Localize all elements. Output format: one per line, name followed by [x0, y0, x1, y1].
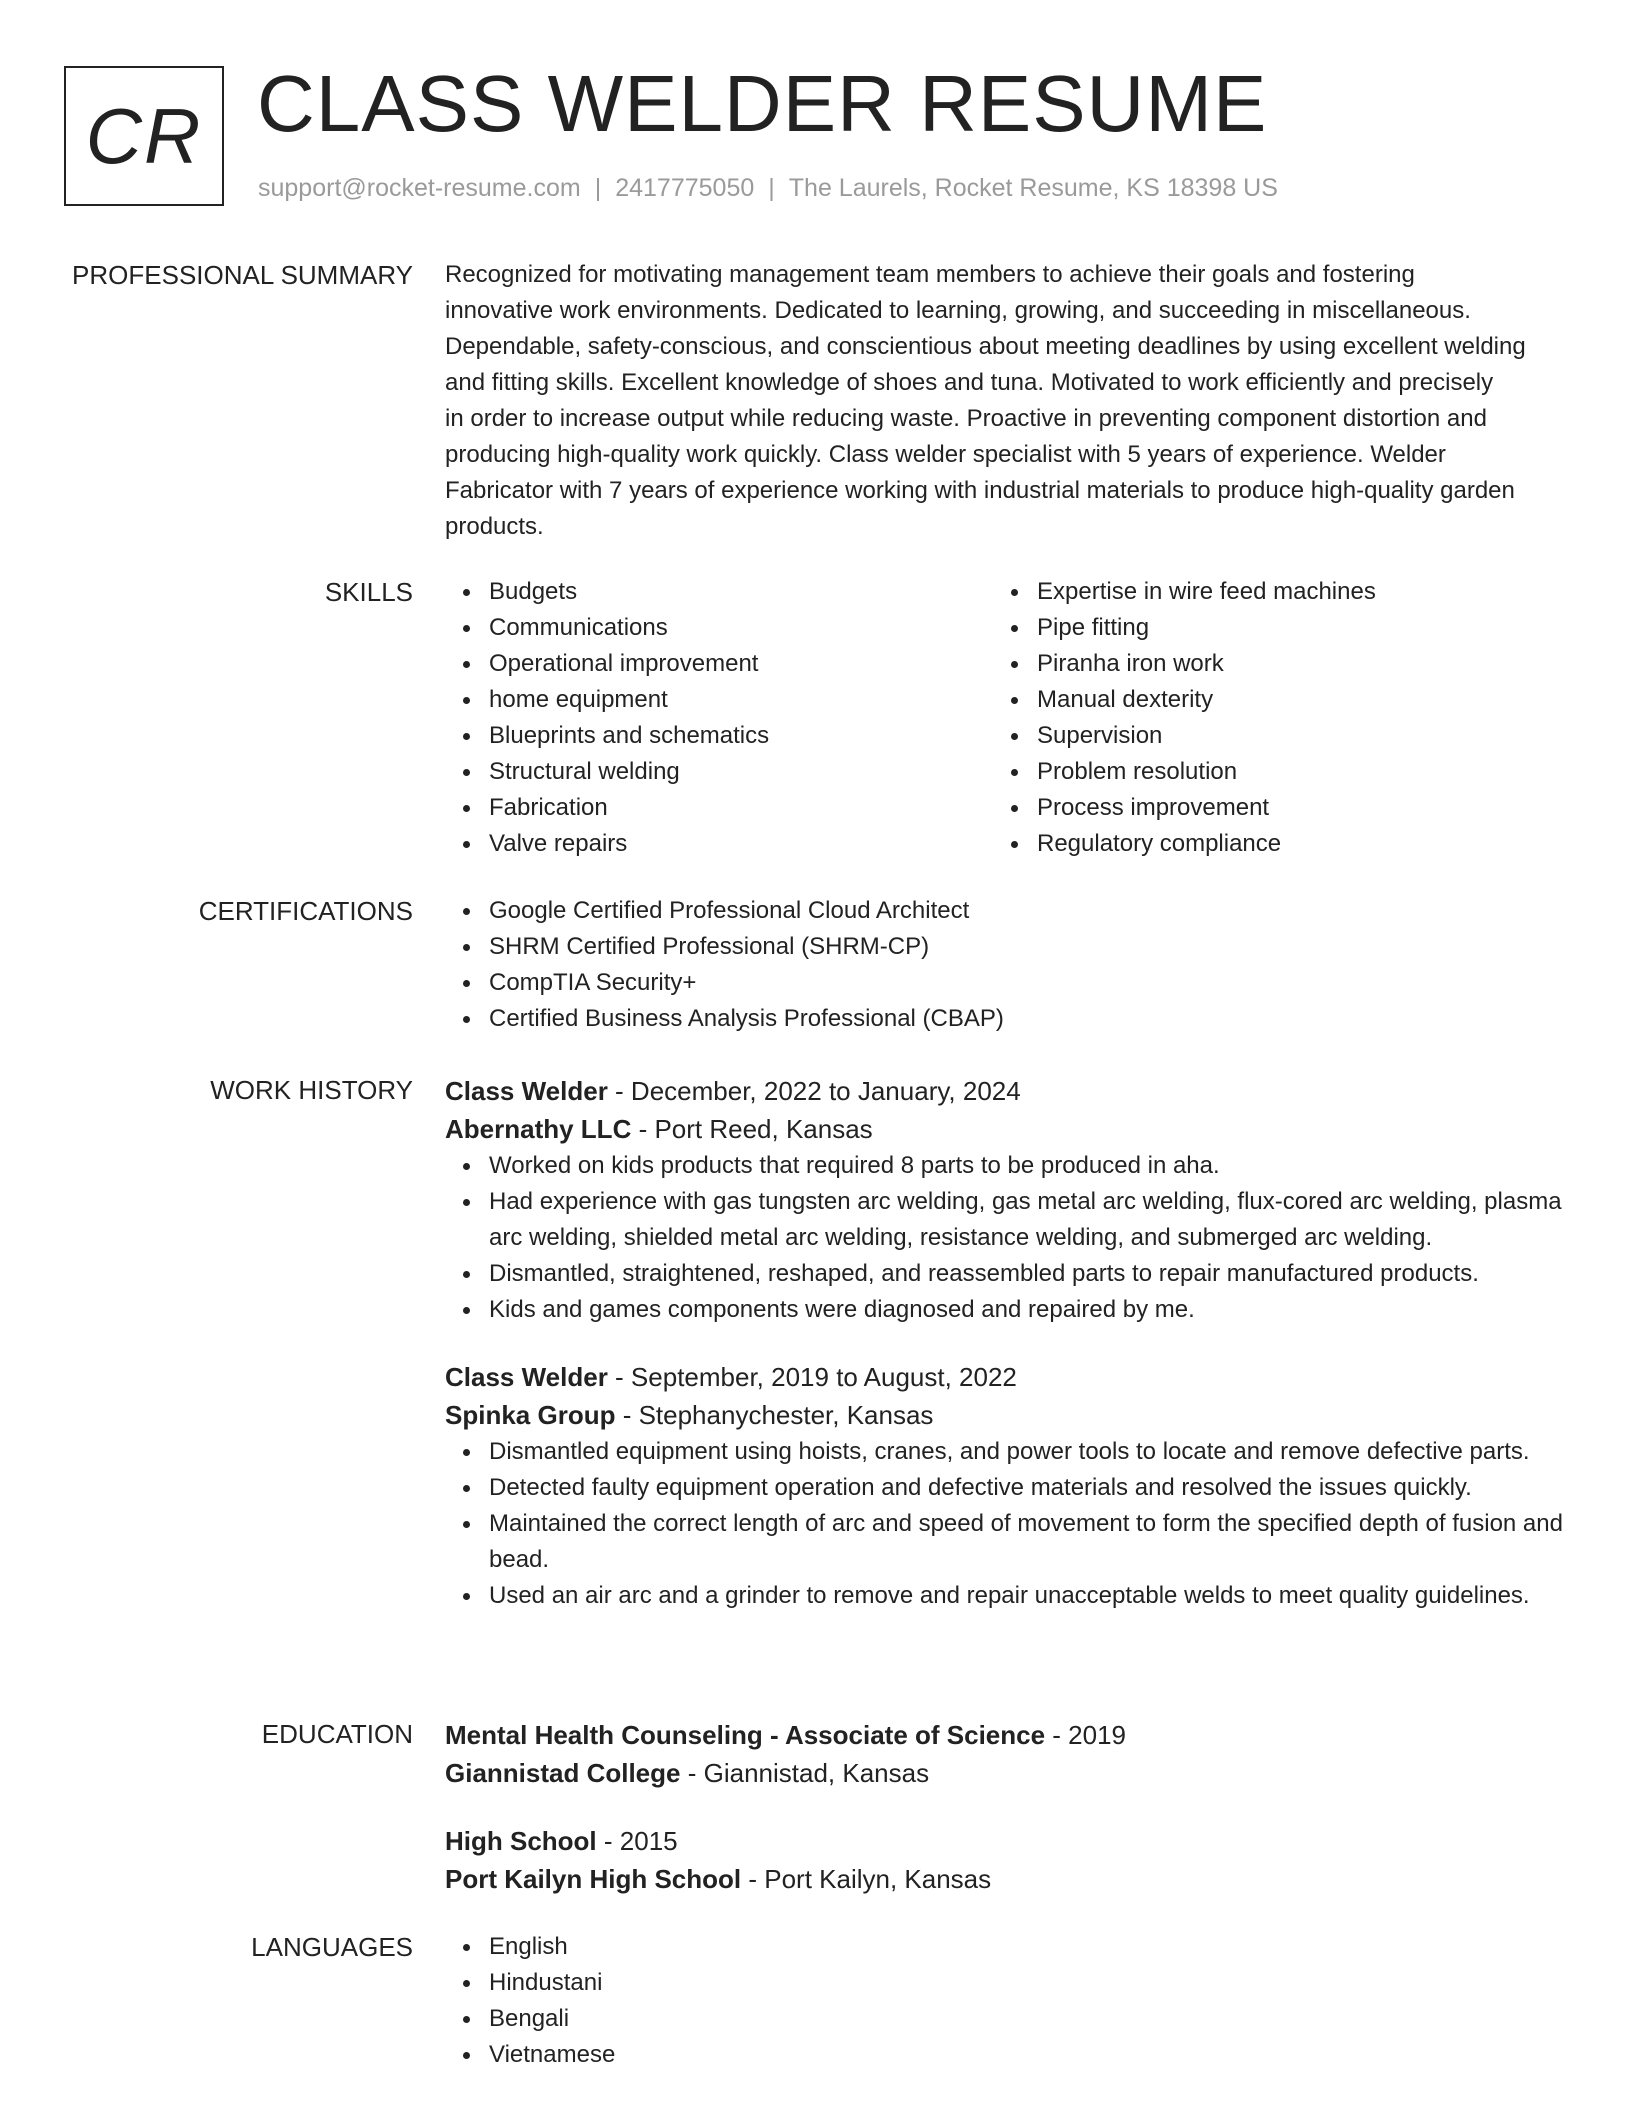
resume-title: CLASS WELDER RESUME	[257, 59, 1268, 148]
skill-item: home equipment	[445, 682, 993, 718]
skill-item: Structural welding	[445, 754, 993, 790]
summary-line: Fabricator with 7 years of experience working with industrial materials to produce high-quality garden	[445, 477, 1515, 504]
monogram-logo	[64, 66, 224, 206]
certification-item: Certified Business Analysis Professional (CBAP)	[445, 1001, 1565, 1037]
summary-line: innovative work environments. Dedicated to learning, growing, and succeeding in miscellaneous.	[445, 297, 1471, 324]
job-bullet: Dismantled equipment using hoists, cranes, and power tools to locate and remove defective parts.	[445, 1434, 1565, 1470]
job-entry	[445, 1072, 1565, 1328]
language-item: Bengali	[445, 2001, 1565, 2037]
education-entry	[445, 1716, 1565, 1792]
section-label-languages: LANGUAGES	[251, 1932, 413, 1962]
section-label-certifications: CERTIFICATIONS	[198, 896, 413, 926]
skill-item: Valve repairs	[445, 826, 993, 862]
skill-item: Expertise in wire feed machines	[993, 574, 1541, 610]
education-year: - 2019	[1045, 1720, 1127, 1750]
education-school-line	[445, 1860, 1565, 1898]
job-company-line	[445, 1396, 1565, 1434]
education-body	[445, 1716, 1565, 1928]
job-bullet: Dismantled, straightened, reshaped, and reassembled parts to repair manufactured products.	[445, 1256, 1565, 1292]
job-company: Spinka Group	[445, 1400, 616, 1430]
job-location: - Stephanychester, Kansas	[615, 1400, 934, 1430]
job-dates: - December, 2022 to January, 2024	[607, 1076, 1021, 1106]
certification-item: Google Certified Professional Cloud Architect	[445, 893, 1565, 929]
skill-item: Communications	[445, 610, 993, 646]
job-title: Class Welder	[445, 1076, 608, 1106]
job-company-line	[445, 1110, 1565, 1148]
job-dates: - September, 2019 to August, 2022	[607, 1362, 1017, 1392]
summary-line: Dependable, safety-conscious, and conscientious about meeting deadlines by using excellent welding	[445, 333, 1526, 360]
summary-line: producing high-quality work quickly. Class welder specialist with 5 years of experience. Welder	[445, 441, 1446, 468]
job-bullets	[445, 1148, 1565, 1328]
education-school: Port Kailyn High School	[445, 1864, 742, 1894]
section-label-work: WORK HISTORY	[210, 1075, 413, 1105]
certifications-list	[445, 893, 1565, 1037]
contact-separator: |	[768, 174, 775, 202]
job-bullets	[445, 1434, 1565, 1614]
language-item: Hindustani	[445, 1965, 1565, 2001]
job-bullet: Used an air arc and a grinder to remove and repair unacceptable welds to meet quality guidelines.	[445, 1578, 1565, 1614]
job-bullet: Maintained the correct length of arc and speed of movement to form the specified depth of fusion and bead.	[445, 1506, 1565, 1578]
summary-line: Recognized for motivating management team members to achieve their goals and fostering	[445, 261, 1415, 288]
work-history-body	[445, 1072, 1565, 1644]
monogram-text: CR	[85, 91, 203, 180]
skill-item: Operational improvement	[445, 646, 993, 682]
summary-line: and fitting skills. Excellent knowledge of shoes and tuna. Motivated to work efficiently and precisely	[445, 369, 1494, 396]
education-degree: Mental Health Counseling - Associate of Science	[445, 1720, 1046, 1750]
skills-grid	[445, 574, 1565, 862]
certification-item: SHRM Certified Professional (SHRM-CP)	[445, 929, 1565, 965]
skill-item: Blueprints and schematics	[445, 718, 993, 754]
skill-item: Budgets	[445, 574, 993, 610]
education-degree-line	[445, 1822, 1565, 1860]
job-entry	[445, 1358, 1565, 1614]
summary-line: products.	[445, 513, 544, 540]
job-bullet: Had experience with gas tungsten arc welding, gas metal arc welding, flux-cored arc welding, plasma arc welding, shielded metal arc welding, resistance welding, and submerged arc welding.	[445, 1184, 1565, 1256]
education-entry	[445, 1822, 1565, 1898]
contact-email: support@rocket-resume.com	[258, 174, 581, 202]
skill-item: Regulatory compliance	[993, 826, 1541, 862]
skill-item: Supervision	[993, 718, 1541, 754]
language-item: Vietnamese	[445, 2037, 1565, 2073]
contact-line	[258, 174, 1278, 203]
job-bullet: Detected faulty equipment operation and defective materials and resolved the issues quickly.	[445, 1470, 1565, 1506]
job-location: - Port Reed, Kansas	[631, 1114, 873, 1144]
section-label-education: EDUCATION	[261, 1719, 413, 1749]
education-degree: High School	[445, 1826, 597, 1856]
contact-address: The Laurels, Rocket Resume, KS 18398 US	[788, 174, 1278, 202]
summary-line: in order to increase output while reducing waste. Proactive in preventing component distortion and	[445, 405, 1487, 432]
job-bullet: Worked on kids products that required 8 parts to be produced in aha.	[445, 1148, 1565, 1184]
education-school-line	[445, 1754, 1565, 1792]
education-degree-line	[445, 1716, 1565, 1754]
summary-text	[445, 257, 1565, 545]
skill-item: Pipe fitting	[993, 610, 1541, 646]
section-label-skills: SKILLS	[324, 577, 413, 607]
skill-item: Fabrication	[445, 790, 993, 826]
job-title: Class Welder	[445, 1362, 608, 1392]
job-title-line	[445, 1358, 1565, 1396]
certification-item: CompTIA Security+	[445, 965, 1565, 1001]
job-bullet: Kids and games components were diagnosed and repaired by me.	[445, 1292, 1565, 1328]
education-location: - Port Kailyn, Kansas	[741, 1864, 992, 1894]
skill-item: Problem resolution	[993, 754, 1541, 790]
contact-phone: 2417775050	[615, 174, 755, 202]
section-label-summary: PROFESSIONAL SUMMARY	[72, 260, 413, 290]
education-school: Giannistad College	[445, 1758, 681, 1788]
skill-item: Process improvement	[993, 790, 1541, 826]
job-title-line	[445, 1072, 1565, 1110]
job-company: Abernathy LLC	[445, 1114, 632, 1144]
skills-list-right	[993, 574, 1541, 862]
skill-item: Piranha iron work	[993, 646, 1541, 682]
skill-item: Manual dexterity	[993, 682, 1541, 718]
certifications-body	[445, 893, 1565, 1037]
education-location: - Giannistad, Kansas	[680, 1758, 930, 1788]
language-item: English	[445, 1929, 1565, 1965]
education-year: - 2015	[596, 1826, 678, 1856]
languages-body	[445, 1929, 1565, 2073]
skills-list-left	[445, 574, 993, 862]
languages-list	[445, 1929, 1565, 2073]
contact-separator: |	[594, 174, 602, 202]
